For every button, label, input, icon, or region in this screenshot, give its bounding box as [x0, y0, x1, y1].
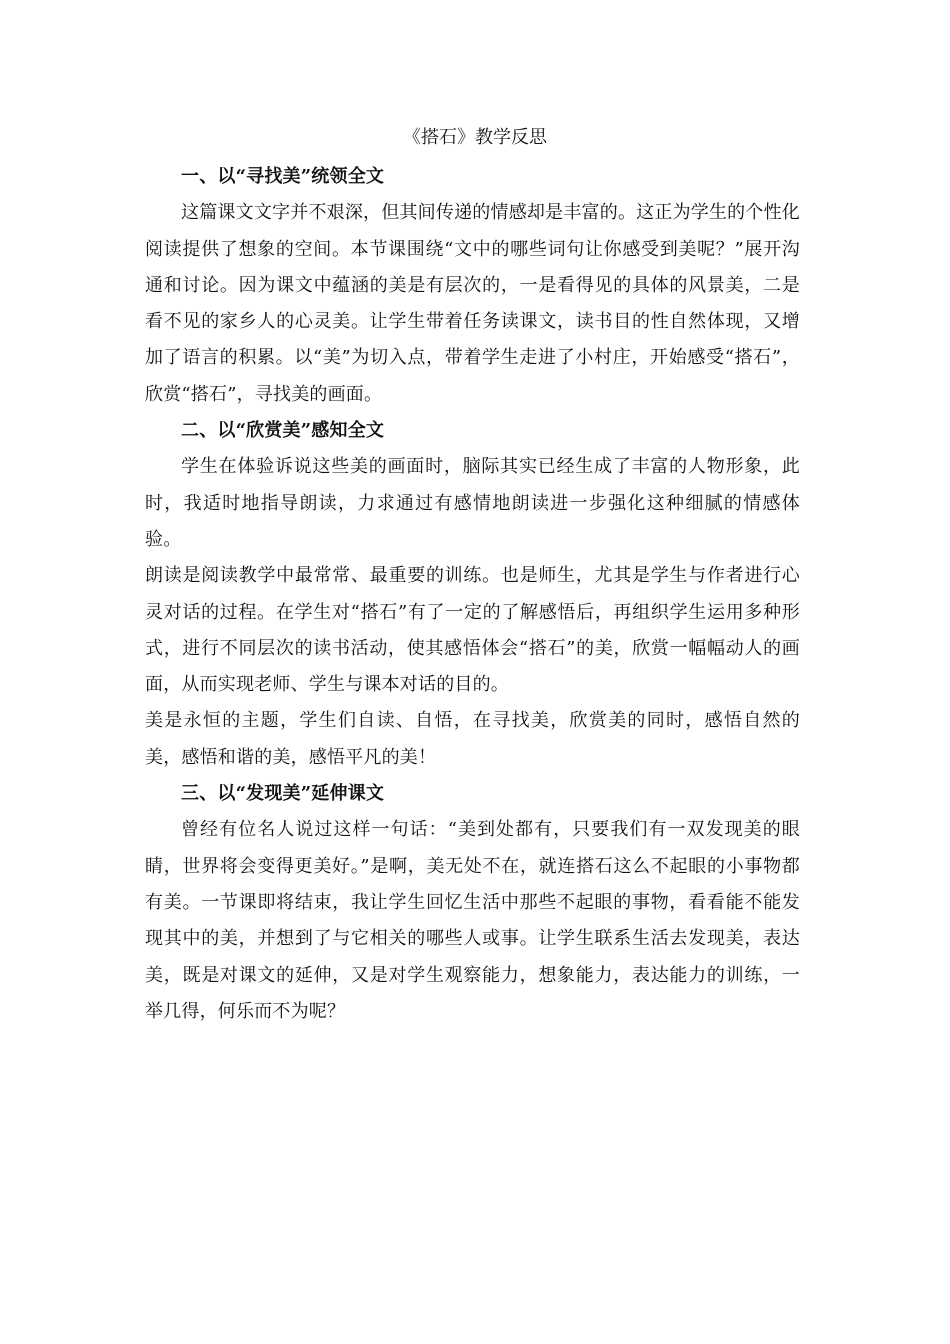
section-1-heading: 一、以“寻找美”统领全文	[181, 166, 385, 187]
section-2-heading: 二、以“欣赏美”感知全文	[181, 420, 385, 442]
section-2-paragraph-3: 美是永恒的主题，学生们自读、自悟，在寻找美，欣赏美的同时，感悟自然的美，感悟和谐的美，感悟平凡的美！	[145, 710, 800, 768]
section-3-paragraph-1: 曾经有位名人说过这样一句话：“美到处都有，只要我们有一双发现美的眼睛，世界将会变得更美好。”是啊，美无处不在，就连搭石这么不起眼的小事物都有美。一节课即将结束，我让学生回忆生活中那些不起眼的事物，看看能不能发现其中的美，并想到了与它相关的哪些人或事。让学生联系生活去发现美，表达美，既是对课文的延伸，又是对学生观察能力，想象能力，表达能力的训练，一举几得，何乐而不为呢？	[145, 819, 800, 1022]
section-3-heading: 三、以“发现美”延伸课文	[181, 783, 385, 805]
document-title: 《搭石》教学反思	[403, 127, 547, 148]
section-2-paragraph-2: 朗读是阅读教学中最常常、最重要的训练。也是师生，尤其是学生与作者进行心灵对话的过程。在学生对“搭石”有了一定的了解感悟后，再组织学生运用多种形式，进行不同层次的读书活动，使其感悟体会“搭石”的美，欣赏一幅幅动人的画面，从而实现老师、学生与课本对话的目的。	[145, 565, 800, 696]
section-1-paragraph-1: 这篇课文文字并不艰深，但其间传递的情感却是丰富的。这正为学生的个性化阅读提供了想象的空间。本节课围绕“文中的哪些词句让你感受到美呢？”展开沟通和讨论。因为课文中蕴涵的美是有层次的，一是看得见的具体的风景美，二是看不见的家乡人的心灵美。让学生带着任务读课文，读书目的性自然体现，又增加了语言的积累。以“美”为切入点，带着学生走进了小村庄，开始感受“搭石”，欣赏“搭石”，寻找美的画面。	[145, 202, 800, 405]
section-2-paragraph-1: 学生在体验诉说这些美的画面时，脑际其实已经生成了丰富的人物形象，此时，我适时地指导朗读，力求通过有感情地朗读进一步强化这种细腻的情感体验。	[145, 456, 800, 550]
document-body	[145, 159, 800, 1030]
